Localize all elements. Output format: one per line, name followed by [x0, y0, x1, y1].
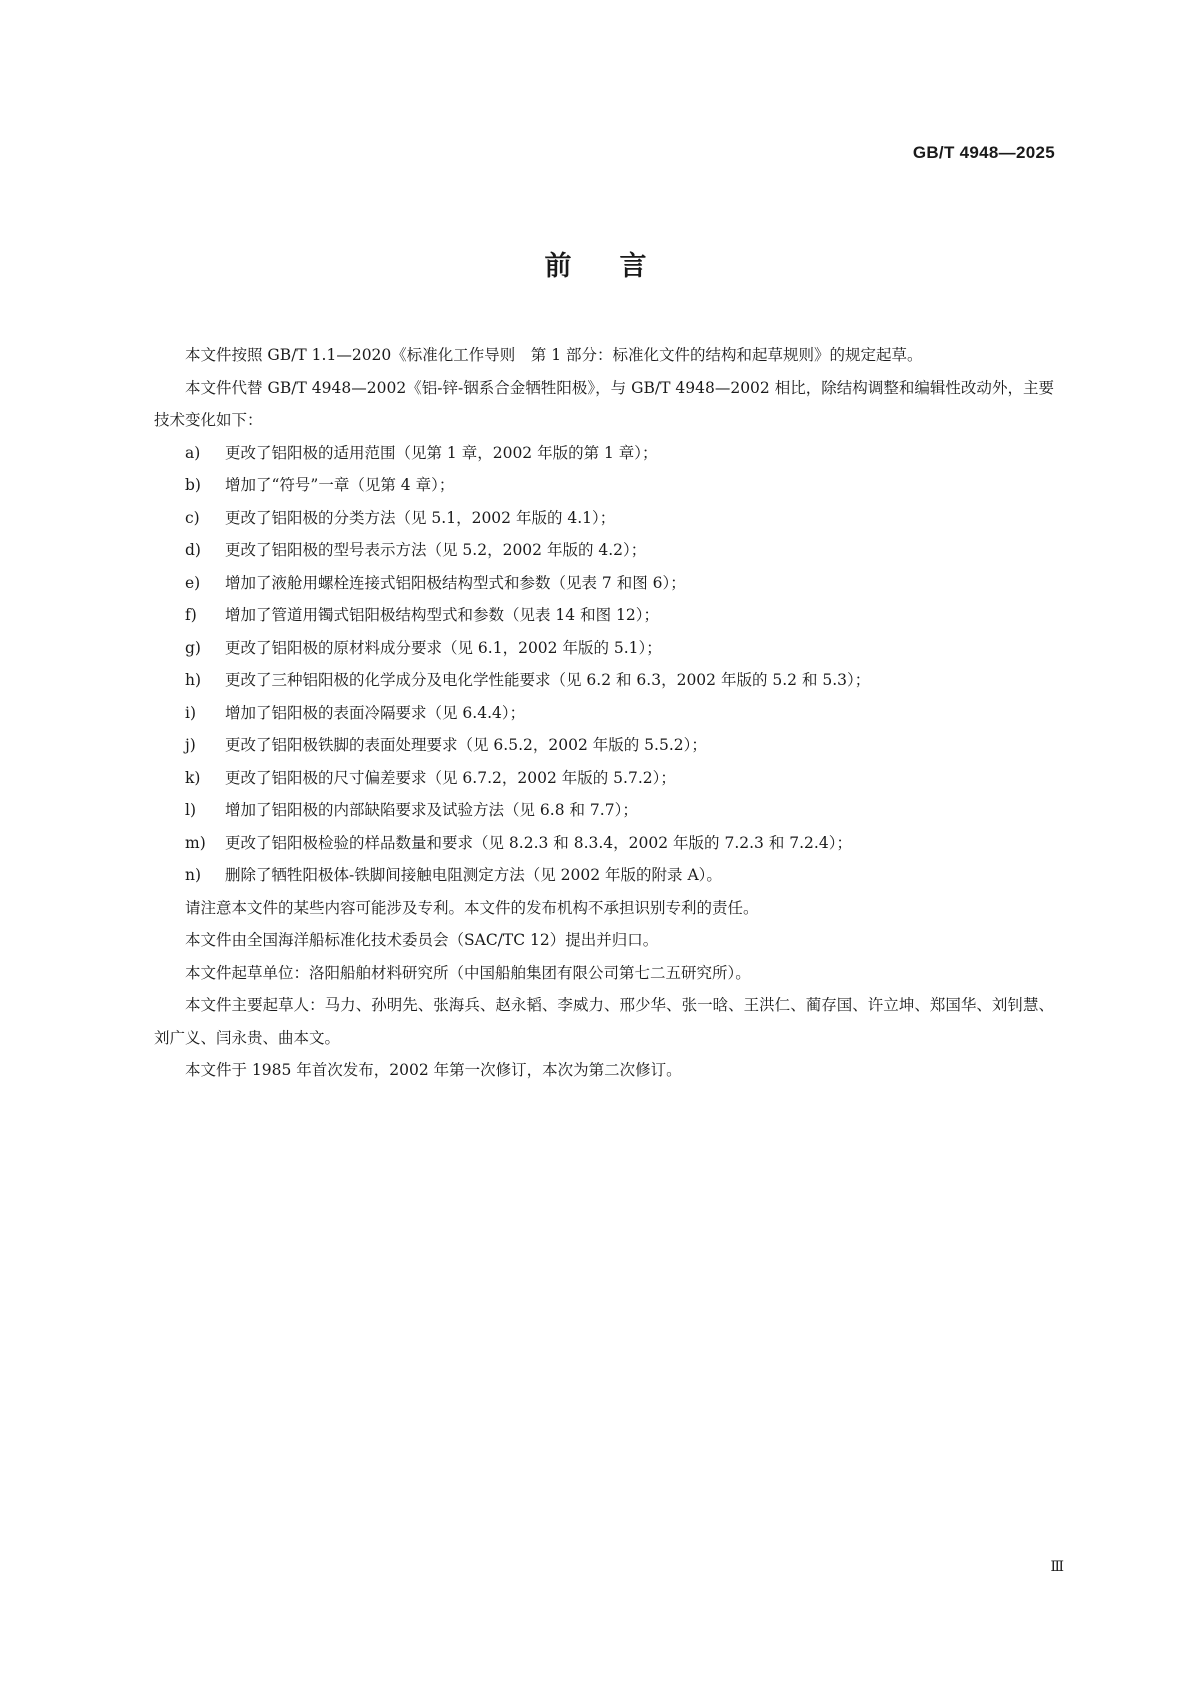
list-item: [154, 632, 1054, 665]
paragraph-drafters: 本文件主要起草人：马力、孙明先、张海兵、赵永韬、李威力、邢少华、张一晗、王洪仁、蔺存国、许立坤、郑国华、刘钊慧、刘广义、闫永贵、曲本文。: [154, 996, 1054, 1047]
list-text: 更改了铝阳极检验的样品数量和要求（见 8.2.3 和 8.3.4，2002 年版的 7.2.3 和 7.2.4）；: [225, 833, 852, 852]
list-marker: j): [185, 736, 196, 754]
list-item: [154, 859, 1054, 892]
list-marker: a): [185, 443, 201, 462]
list-item: [154, 502, 1054, 535]
standard-code: GB/T 4948—2025: [912, 143, 1055, 162]
list-marker: i): [185, 703, 197, 722]
changes-list: [154, 437, 1054, 892]
list-text: 更改了铝阳极的型号表示方法（见 5.2，2002 年版的 4.2）；: [225, 541, 647, 559]
list-item: [154, 599, 1054, 632]
list-marker: e): [185, 573, 201, 592]
list-item: [154, 567, 1054, 600]
list-text: 增加了铝阳极的表面冷隔要求（见 6.4.4）；: [225, 703, 526, 722]
list-marker: c): [185, 508, 200, 527]
paragraph-history: 本文件于 1985 年首次发布，2002 年第一次修订，本次为第二次修订。: [185, 1061, 682, 1079]
page-number: Ⅲ: [1050, 1559, 1064, 1575]
list-text: 更改了铝阳极铁脚的表面处理要求（见 6.5.2，2002 年版的 5.5.2）；: [225, 736, 707, 754]
list-marker: n): [185, 866, 202, 884]
list-text: 增加了铝阳极的内部缺陷要求及试验方法（见 6.8 和 7.7）；: [225, 801, 638, 819]
list-item: [154, 697, 1054, 730]
paragraph-drafting-rules: 本文件按照 GB/T 1.1—2020《标准化工作导则 第 1 部分：标准化文件的结构和起草规则》的规定起草。: [185, 346, 923, 364]
list-item: [154, 469, 1054, 502]
list-text: 删除了牺牲阳极体-铁脚间接触电阻测定方法（见 2002 年版的附录 A）。: [225, 866, 722, 884]
list-text: 更改了铝阳极的原材料成分要求（见 6.1，2002 年版的 5.1）；: [225, 638, 662, 657]
list-marker: f): [185, 606, 197, 624]
preface-body: [154, 339, 1054, 1087]
list-item: [154, 729, 1054, 762]
list-text: 更改了铝阳极的分类方法（见 5.1，2002 年版的 4.1）；: [225, 508, 616, 527]
page-title: 前言: [544, 251, 695, 282]
list-text: 更改了铝阳极的适用范围（见第 1 章，2002 年版的第 1 章）；: [225, 443, 658, 462]
paragraph-patent-notice: 请注意本文件的某些内容可能涉及专利。本文件的发布机构不承担识别专利的责任。: [185, 898, 759, 917]
list-item: [154, 664, 1054, 697]
list-item: [154, 794, 1054, 827]
list-marker: l): [185, 801, 197, 819]
list-text: 更改了三种铝阳极的化学成分及电化学性能要求（见 6.2 和 6.3，2002 年版的 5.2 和 5.3）；: [225, 671, 871, 689]
list-item: [154, 534, 1054, 567]
list-marker: b): [185, 476, 201, 494]
list-text: 增加了“符号”一章（见第 4 章）；: [225, 476, 455, 494]
list-text: 增加了液舱用螺栓连接式铝阳极结构型式和参数（见表 7 和图 6）；: [225, 573, 686, 592]
list-marker: d): [185, 541, 201, 559]
list-marker: k): [185, 768, 201, 787]
list-marker: h): [185, 671, 202, 689]
list-item: [154, 437, 1054, 470]
paragraph-drafting-unit: 本文件起草单位：洛阳船舶材料研究所（中国船舶集团有限公司第七二五研究所）。: [185, 963, 751, 982]
list-item: [154, 827, 1054, 860]
list-text: 更改了铝阳极的尺寸偏差要求（见 6.7.2，2002 年版的 5.7.2）；: [225, 768, 676, 787]
list-marker: g): [185, 638, 201, 657]
paragraph-proposer: 本文件由全国海洋船标准化技术委员会（SAC/TC 12）提出并归口。: [185, 931, 659, 949]
paragraph-replacement: 本文件代替 GB/T 4948—2002《铝-锌-铟系合金牺牲阳极》，与 GB/T 4948—2002 相比，除结构调整和编辑性改动外，主要技术变化如下：: [154, 378, 1054, 429]
list-marker: m): [185, 833, 206, 852]
list-text: 增加了管道用镯式铝阳极结构型式和参数（见表 14 和图 12）；: [225, 606, 659, 624]
list-item: [154, 762, 1054, 795]
